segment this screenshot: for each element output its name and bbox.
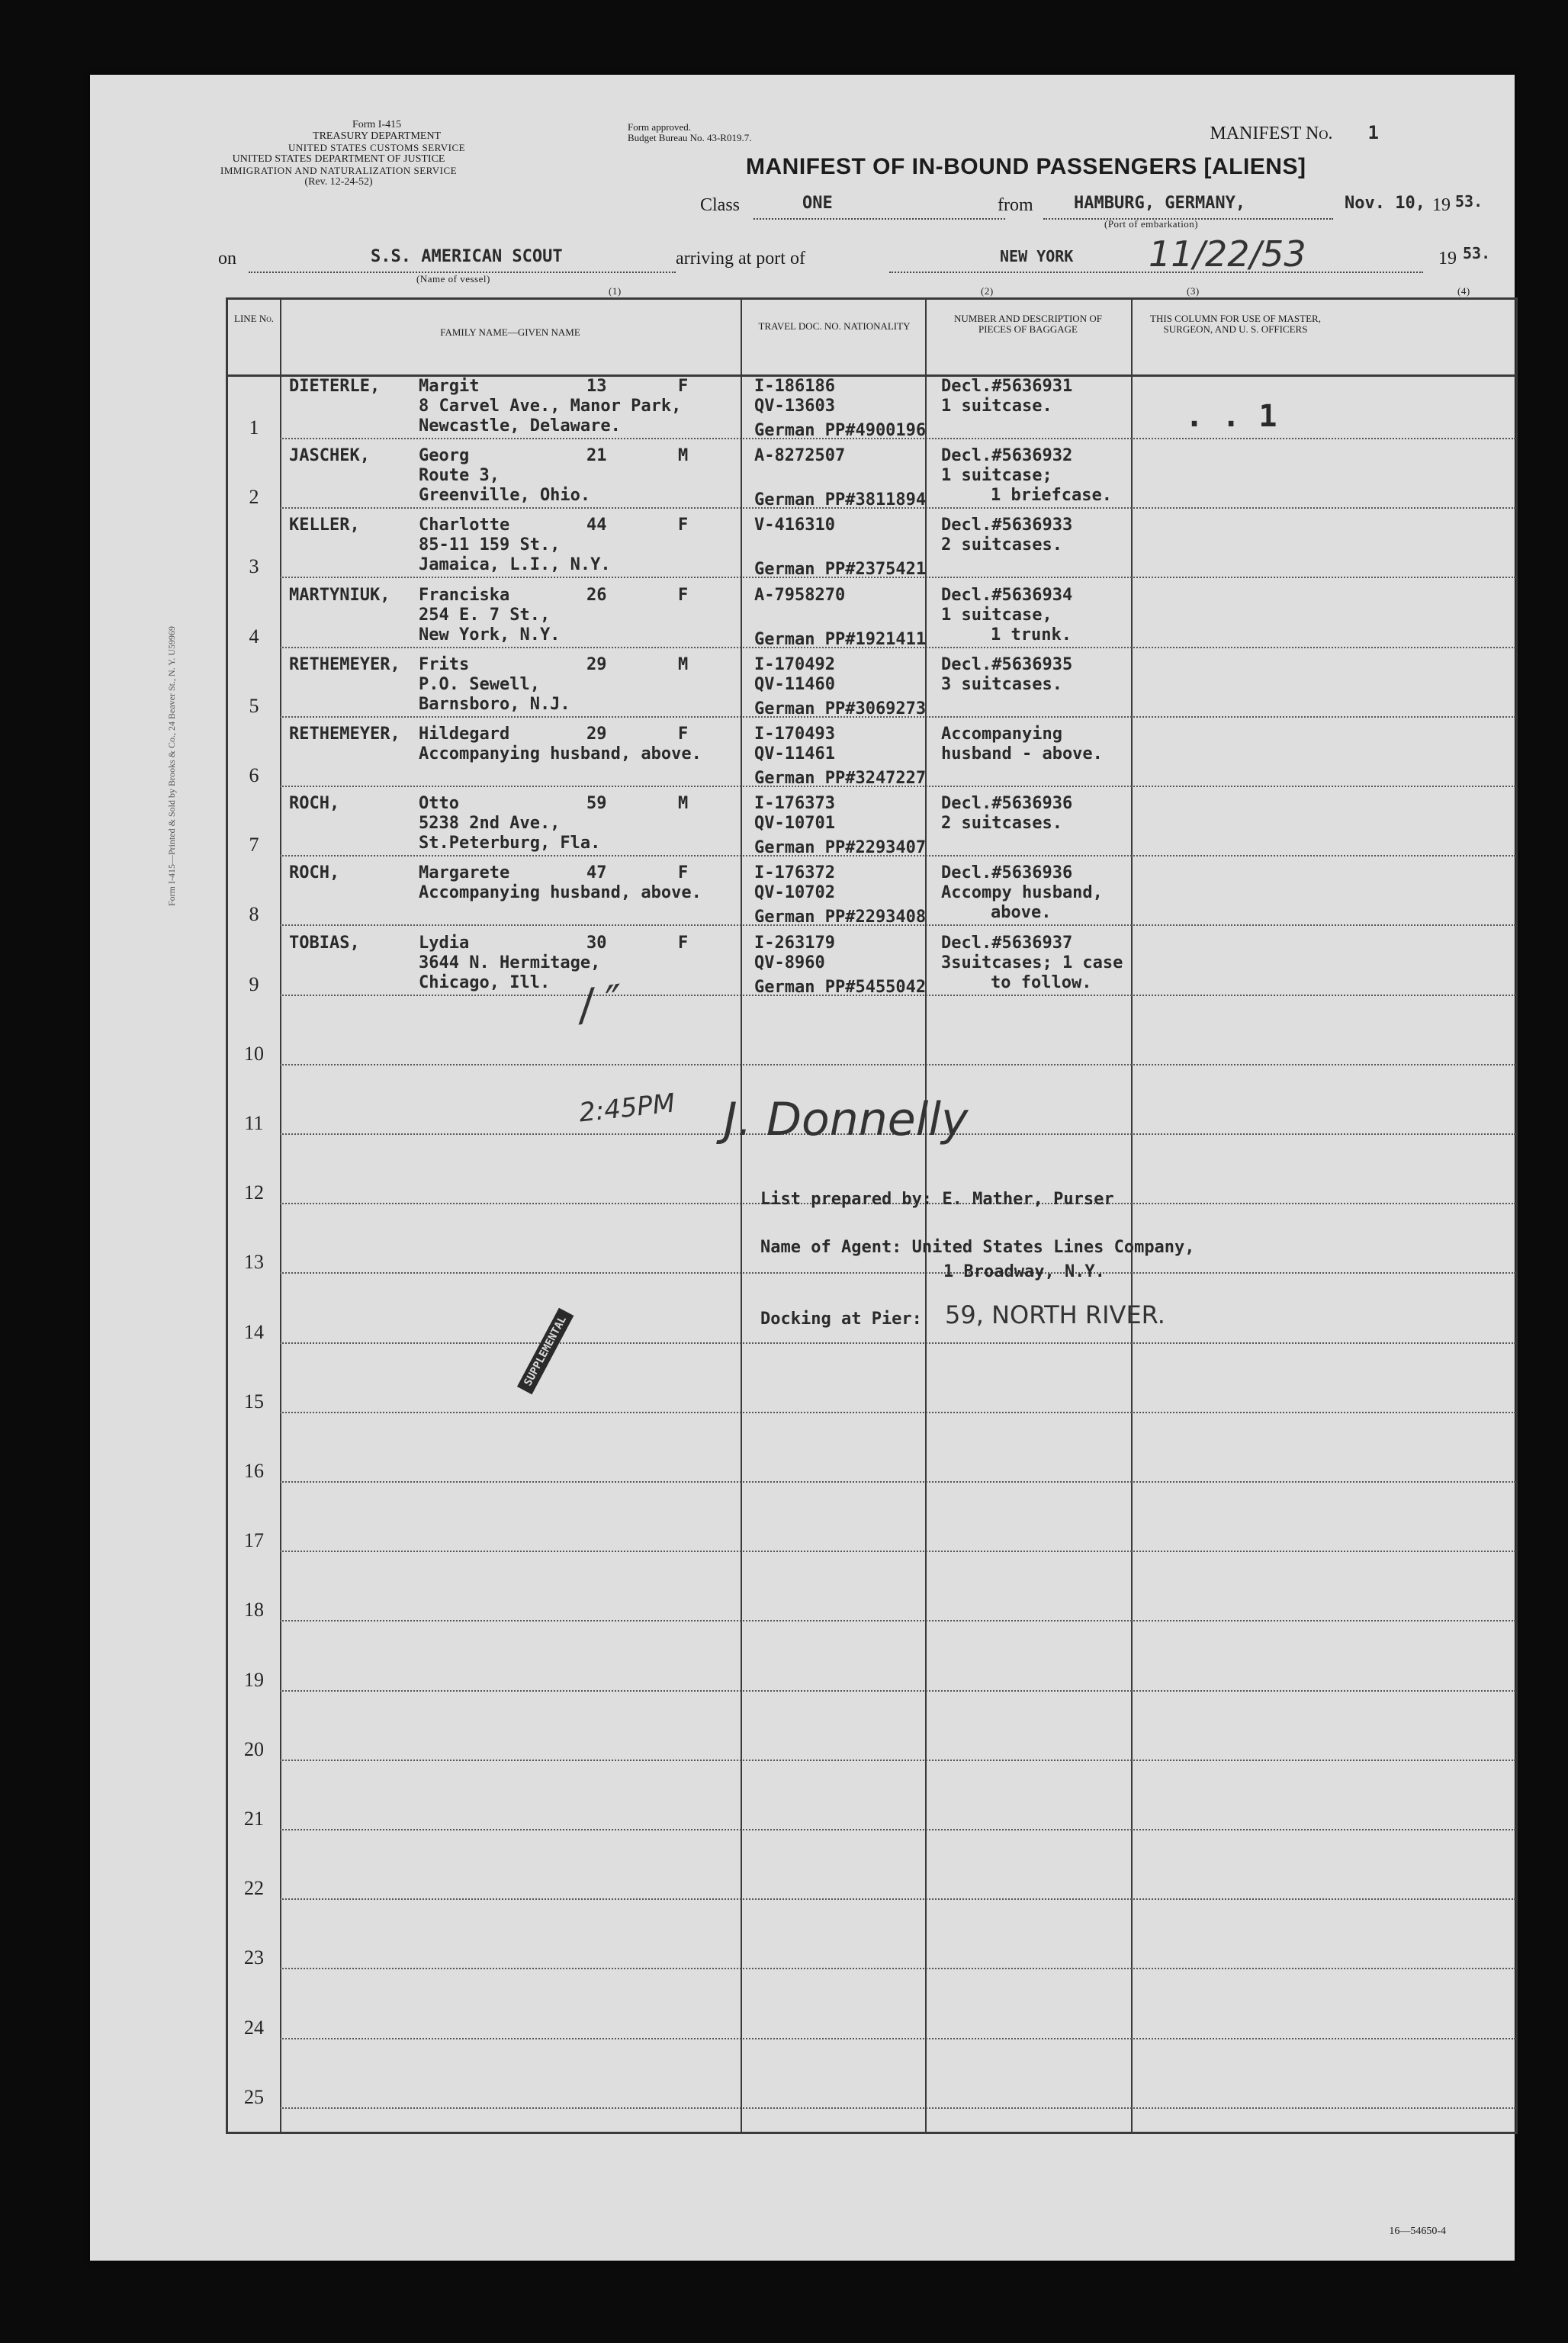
line-number: 3 (249, 555, 259, 578)
age: 47 (586, 863, 607, 883)
family-name: DIETERLE, (289, 377, 381, 396)
table-row (228, 583, 1515, 653)
row-dotted-line (280, 1968, 1515, 1969)
address-line-1: Accompanying husband, above. (419, 883, 702, 903)
family-name: ROCH, (289, 863, 340, 883)
baggage-line-3: 1 briefcase. (991, 486, 1112, 506)
on-label: on (218, 249, 236, 268)
table-row (228, 513, 1515, 583)
address-line-1: 5238 2nd Ave., (419, 814, 561, 834)
arrival-year-prefix: 19 (1438, 249, 1457, 268)
form-revision: (Rev. 12-24-52) (304, 176, 373, 188)
customs-service: UNITED STATES CUSTOMS SERVICE (288, 142, 466, 153)
table-row (228, 1001, 1515, 1070)
row-dotted-line (280, 1342, 1515, 1344)
line-number: 13 (244, 1251, 264, 1274)
sex: F (678, 863, 689, 883)
form-number: Form I-415 (352, 119, 402, 130)
baggage-line-1: Decl.#5636933 (941, 516, 1073, 535)
table-row (228, 1418, 1515, 1487)
family-name: MARTYNIUK, (289, 585, 390, 605)
caption-1: (1) (609, 285, 622, 297)
age: 59 (586, 794, 607, 814)
handwritten-tick: / ″ (575, 975, 626, 1031)
line-number: 24 (244, 2016, 264, 2039)
table-row (228, 1487, 1515, 1557)
baggage-line-2: 2 suitcases. (941, 535, 1062, 555)
baggage-line-2: 3 suitcases. (941, 674, 1062, 694)
table-row (228, 861, 1515, 930)
row-dotted-line (280, 1064, 1515, 1065)
nationality-passport: German PP#5455042 (754, 977, 927, 997)
year-prefix: 19 (1432, 195, 1451, 215)
baggage-line-1: Decl.#5636932 (941, 446, 1073, 466)
handwritten-arrival-date: 11/22/53 (1149, 233, 1306, 275)
given-name: Otto (419, 794, 459, 814)
row-dotted-line (280, 1551, 1515, 1552)
col-header-travel-doc: TRAVEL DOC. NO. NATIONALITY (758, 320, 911, 332)
line-number: 10 (244, 1042, 264, 1065)
line-number: 17 (244, 1529, 264, 1552)
address-line-1: 8 Carvel Ave., Manor Park, (419, 397, 682, 416)
age: 21 (586, 446, 607, 466)
caption-3: (3) (1187, 285, 1200, 297)
nationality-passport: German PP#1921411 (754, 629, 927, 649)
footer-code: 16—54650-4 (1389, 2226, 1446, 2237)
table-row (228, 1766, 1515, 1835)
vessel-caption: (Name of vessel) (416, 273, 490, 284)
budget-bureau-line: Budget Bureau No. 43-R019.7. (628, 132, 752, 143)
baggage-line-2: 1 suitcase. (941, 397, 1052, 416)
col-header-baggage: NUMBER AND DESCRIPTION OF PIECES OF BAGGAGE (954, 313, 1102, 335)
baggage-line-3: above. (991, 903, 1052, 923)
travel-doc-2: QV-10701 (754, 814, 835, 834)
row-dotted-line (280, 1272, 1515, 1274)
justice-department: UNITED STATES DEPARTMENT OF JUSTICE (232, 153, 445, 165)
given-name: Franciska (419, 585, 510, 605)
age: 44 (586, 516, 607, 535)
travel-doc-1: I-186186 (754, 377, 835, 396)
table-row (228, 1835, 1515, 1904)
address-line-1: 254 E. 7 St., (419, 605, 551, 625)
docking-pier: 59, NORTH RIVER. (945, 1300, 1165, 1329)
address-line-1: Route 3, (419, 466, 500, 486)
address-line-2: St.Peterburg, Fla. (419, 834, 601, 853)
age: 26 (586, 585, 607, 605)
given-name: Hildegard (419, 725, 510, 744)
family-name: RETHEMEYER, (289, 654, 400, 674)
col-header-officers: THIS COLUMN FOR USE OF MASTER, SURGEON, AND U. S. OFFICERS (1150, 313, 1321, 335)
line-number: 7 (249, 834, 259, 857)
line-number: 25 (244, 2085, 264, 2108)
line-number: 6 (249, 764, 259, 786)
table-header (228, 300, 1515, 377)
baggage-line-1: Decl.#5636937 (941, 933, 1073, 953)
line-number: 21 (244, 1808, 264, 1830)
baggage-line-1: Decl.#5636935 (941, 654, 1073, 674)
class-value: ONE (802, 194, 833, 213)
travel-doc-2: QV-13603 (754, 397, 835, 416)
age: 29 (586, 725, 607, 744)
manifest-number (1210, 122, 1379, 144)
nationality-passport: German PP#3069273 (754, 699, 927, 718)
line-number: 16 (244, 1460, 264, 1482)
manifest-number-value: 1 (1367, 122, 1379, 143)
table-row (228, 1557, 1515, 1626)
supplemental-stamp: SUPPLEMENTAL (517, 1308, 574, 1395)
sex: M (678, 446, 689, 466)
class-line (700, 192, 1493, 230)
table-row (228, 653, 1515, 722)
baggage-line-1: Decl.#5636931 (941, 377, 1073, 396)
address-line-2: Jamaica, L.I., N.Y. (419, 555, 611, 575)
passenger-table (226, 297, 1518, 2134)
sex: F (678, 377, 689, 396)
printer-margin-text: Form I-415—Printed & Sold by Brooks & Co., 24 Beaver St., N. Y. U59969 (166, 625, 177, 906)
table-row (228, 1975, 1515, 2044)
table-row (228, 792, 1515, 861)
treasury-department: TREASURY DEPARTMENT (313, 130, 442, 142)
line-number: 14 (244, 1320, 264, 1343)
line-number: 15 (244, 1390, 264, 1413)
given-name: Lydia (419, 933, 470, 953)
family-name: ROCH, (289, 794, 340, 814)
port-of-embarkation: HAMBURG, GERMANY, (1074, 194, 1246, 213)
line-number: 22 (244, 1877, 264, 1900)
given-name: Charlotte (419, 516, 510, 535)
line-number: 19 (244, 1668, 264, 1691)
travel-doc-1: I-170493 (754, 725, 835, 744)
vessel-name: S.S. AMERICAN SCOUT (371, 247, 563, 266)
line-number: 11 (244, 1112, 264, 1134)
arrival-year: 53. (1463, 244, 1491, 262)
nationality-passport: German PP#3811894 (754, 490, 927, 510)
baggage-line-1: Decl.#5636936 (941, 794, 1073, 814)
agent-address: 1 Broadway, N.Y. (943, 1262, 1105, 1281)
baggage-line-2: 1 suitcase; (941, 466, 1052, 486)
departure-date: Nov. 10, (1345, 194, 1425, 213)
sex: F (678, 725, 689, 744)
sex: F (678, 933, 689, 953)
address-line-2: Greenville, Ohio. (419, 486, 591, 506)
departure-year: 53. (1455, 192, 1483, 211)
travel-doc-2: QV-11461 (754, 744, 835, 763)
travel-doc-1: I-176372 (754, 863, 835, 883)
class-underline (753, 218, 1005, 220)
address-line-2: Chicago, Ill. (419, 972, 551, 992)
embarkation-caption: (Port of embarkation) (1104, 218, 1199, 230)
prepared-by: List prepared by: E. Mather, Purser (760, 1190, 1114, 1209)
handwritten-time: 2:45PM (577, 1088, 676, 1129)
baggage-line-1: Decl.#5636936 (941, 863, 1073, 883)
row-dotted-line (280, 1620, 1515, 1621)
sex: M (678, 794, 689, 814)
baggage-line-3: to follow. (991, 972, 1092, 992)
table-row (228, 374, 1515, 444)
baggage-line-2: 2 suitcases. (941, 814, 1062, 834)
approval-note (628, 122, 751, 143)
row-dotted-line (280, 1760, 1515, 1761)
row-dotted-line (280, 1481, 1515, 1483)
agency-header (212, 119, 465, 188)
table-row (228, 1627, 1515, 1696)
baggage-line-2: 3suitcases; 1 case (941, 953, 1123, 972)
vessel-line (218, 233, 1507, 297)
sex: F (678, 585, 689, 605)
travel-doc-2: QV-8960 (754, 953, 825, 972)
inspector-signature: J. Donnelly (724, 1093, 969, 1146)
line-number: 5 (249, 694, 259, 717)
manifest-page (90, 75, 1515, 2261)
line-number: 4 (249, 625, 259, 648)
table-row (228, 722, 1515, 792)
caption-4: (4) (1457, 285, 1470, 297)
line-number: 18 (244, 1599, 264, 1621)
row-dotted-line (280, 1898, 1515, 1900)
address-line-2: New York, N.Y. (419, 625, 561, 644)
caption-2: (2) (981, 285, 994, 297)
page-title: MANIFEST OF IN-BOUND PASSENGERS [ALIENS] (746, 154, 1306, 179)
table-row (228, 2044, 1515, 2113)
address-line-1: 3644 N. Hermitage, (419, 953, 601, 972)
address-line-1: P.O. Sewell, (419, 674, 540, 694)
travel-doc-1: A-8272507 (754, 446, 846, 466)
family-name: JASCHEK, (289, 446, 370, 466)
nationality-passport: German PP#2293408 (754, 908, 927, 927)
sex: M (678, 654, 689, 674)
age: 29 (586, 654, 607, 674)
travel-doc-1: I-176373 (754, 794, 835, 814)
row-dotted-line (280, 1829, 1515, 1830)
table-row (228, 1904, 1515, 1974)
table-row (228, 444, 1515, 513)
address-line-2: Barnsboro, N.J. (419, 694, 570, 714)
baggage-line-2: husband - above. (941, 744, 1103, 763)
immigration-service: IMMIGRATION AND NATURALIZATION SERVICE (220, 165, 458, 176)
travel-doc-1: A-7958270 (754, 585, 846, 605)
address-line-1: Accompanying husband, above. (419, 744, 702, 763)
arriving-label: arriving at port of (676, 249, 805, 268)
family-name: TOBIAS, (289, 933, 360, 953)
class-label: Class (700, 195, 741, 215)
row-dotted-line (280, 2107, 1515, 2109)
col-header-name: FAMILY NAME—GIVEN NAME (440, 326, 580, 338)
table-row (228, 1696, 1515, 1766)
baggage-line-1: Decl.#5636934 (941, 585, 1073, 605)
baggage-line-3: 1 trunk. (991, 625, 1072, 644)
line-number: 2 (249, 486, 259, 509)
given-name: Margarete (419, 863, 510, 883)
baggage-line-1: Accompanying (941, 725, 1062, 744)
travel-doc-1: I-170492 (754, 654, 835, 674)
table-row (228, 931, 1515, 1001)
nationality-passport: German PP#3247227 (754, 769, 927, 788)
agent-name: Name of Agent: United States Lines Company, (760, 1238, 1195, 1257)
table-row (228, 1348, 1515, 1418)
manifest-label: MANIFEST No. (1210, 124, 1333, 143)
given-name: Georg (419, 446, 470, 466)
line-number: 23 (244, 1946, 264, 1969)
nationality-passport: German PP#2375421 (754, 560, 927, 580)
line-number: 12 (244, 1181, 264, 1204)
row-dotted-line (280, 2038, 1515, 2039)
age: 13 (586, 377, 607, 396)
line-number: 1 (249, 416, 259, 439)
travel-doc-2: QV-11460 (754, 674, 835, 694)
line-number: 8 (249, 903, 259, 926)
given-name: Frits (419, 654, 470, 674)
from-label: from (998, 195, 1033, 215)
line-number: 20 (244, 1737, 264, 1760)
age: 30 (586, 933, 607, 953)
baggage-line-2: Accompy husband, (941, 883, 1103, 903)
given-name: Margit (419, 377, 480, 396)
travel-doc-1: V-416310 (754, 516, 835, 535)
travel-doc-2: QV-10702 (754, 883, 835, 903)
address-line-2: Newcastle, Delaware. (419, 416, 621, 435)
sex: F (678, 516, 689, 535)
nationality-passport: German PP#4900196 (754, 421, 927, 440)
officer-mark: . . 1 (1185, 399, 1277, 434)
row-dotted-line (280, 1412, 1515, 1413)
line-number: 9 (249, 972, 259, 995)
address-line-1: 85-11 159 St., (419, 535, 561, 555)
docking-label: Docking at Pier: (760, 1310, 922, 1329)
col-header-line: LINE No. (234, 313, 274, 324)
nationality-passport: German PP#2293407 (754, 838, 927, 858)
arrival-port: NEW YORK (1000, 247, 1074, 265)
approval-line: Form approved. (628, 121, 692, 133)
family-name: KELLER, (289, 516, 360, 535)
baggage-line-2: 1 suitcase, (941, 605, 1052, 625)
family-name: RETHEMEYER, (289, 725, 400, 744)
travel-doc-1: I-263179 (754, 933, 835, 953)
row-dotted-line (280, 1690, 1515, 1692)
